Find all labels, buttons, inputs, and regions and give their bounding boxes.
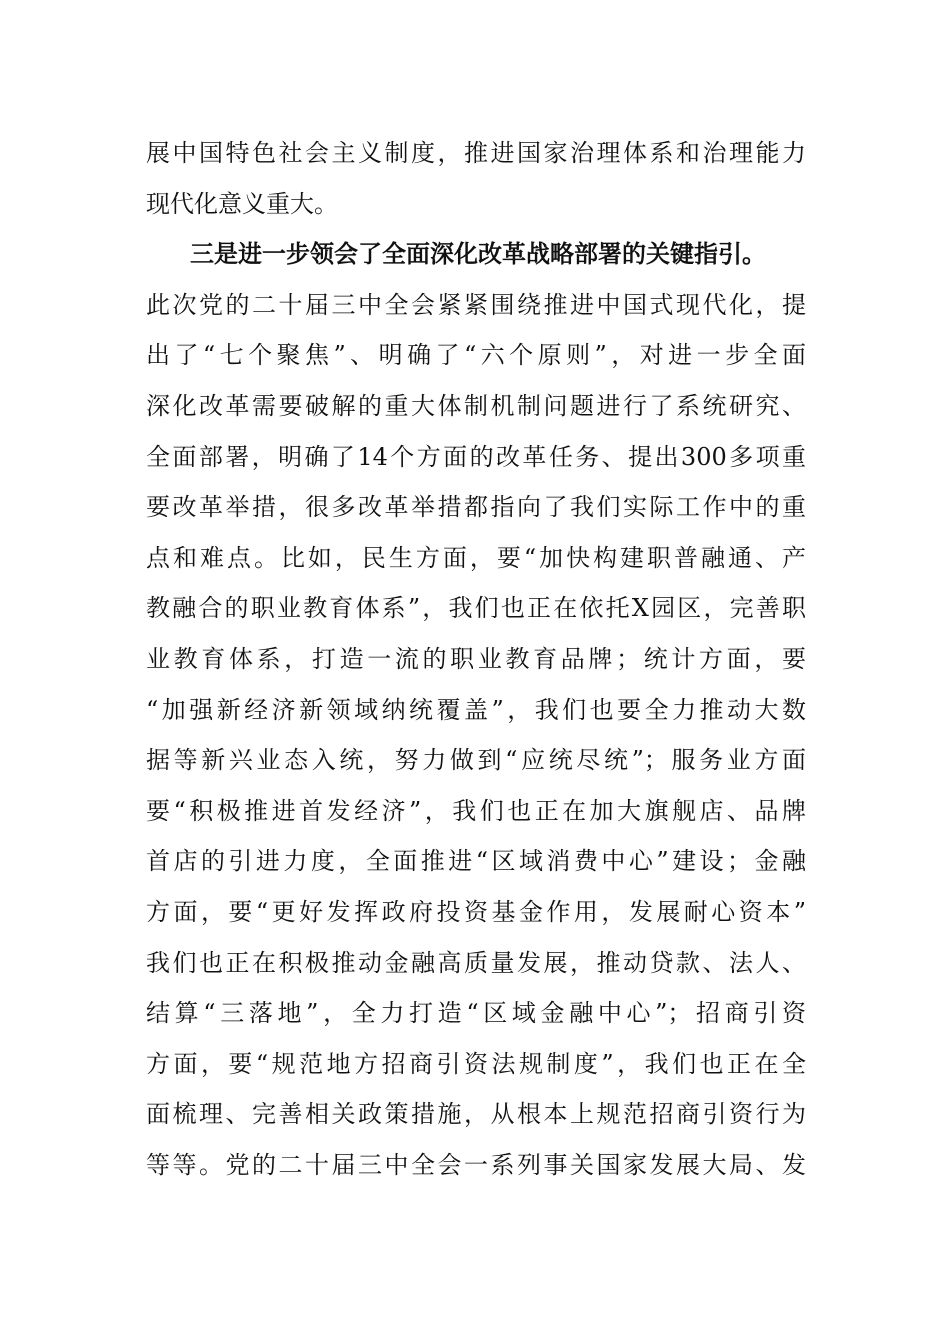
text-line: 业教育体系，打造一流的职业教育品牌；统计方面，要 [146,644,806,673]
section-heading: 三是进一步领会了全面深化改革战略部署的关键指引。 [190,239,766,269]
text-line: 等等。党的二十届三中全会一系列事关国家发展大局、发 [146,1150,806,1179]
text-line: 面梳理、完善相关政策措施，从根本上规范招商引资行为 [146,1100,806,1129]
text-line: 出了“七个聚焦”、明确了“六个原则”，对进一步全面 [146,341,806,370]
text-line: 要“积极推进首发经济”，我们也正在加大旗舰店、品牌 [146,796,806,825]
text-line: 要改革举措，很多改革举措都指向了我们实际工作中的重 [146,493,806,522]
text-line: 此次党的二十届三中全会紧紧围绕推进中国式现代化，提 [146,290,806,319]
text-line: 点和难点。比如，民生方面，要“加快构建职普融通、产 [146,543,806,572]
text-line: 方面，要“更好发挥政府投资基金作用，发展耐心资本” [146,897,806,926]
body-text [146,128,806,1190]
text-line: 教融合的职业教育体系”，我们也正在依托X园区，完善职 [146,594,806,623]
text-line: “加强新经济新领域纳统覆盖”，我们也要全力推动大数 [146,695,806,724]
text-line: 首店的引进力度，全面推进“区域消费中心”建设；金融 [146,847,806,876]
text-line: 全面部署，明确了14个方面的改革任务、提出300多项重 [146,442,806,471]
text-line: 结算“三落地”，全力打造“区域金融中心”；招商引资 [146,999,806,1028]
text-line: 深化改革需要破解的重大体制机制问题进行了系统研究、 [146,391,806,420]
text-line: 方面，要“规范地方招商引资法规制度”，我们也正在全 [146,1049,806,1078]
text-line: 我们也正在积极推动金融高质量发展，推动贷款、法人、 [146,948,806,977]
text-line: 现代化意义重大。 [146,189,338,218]
text-line: 据等新兴业态入统，努力做到“应统尽统”；服务业方面 [146,746,806,775]
text-line: 展中国特色社会主义制度，推进国家治理体系和治理能力 [146,139,806,167]
